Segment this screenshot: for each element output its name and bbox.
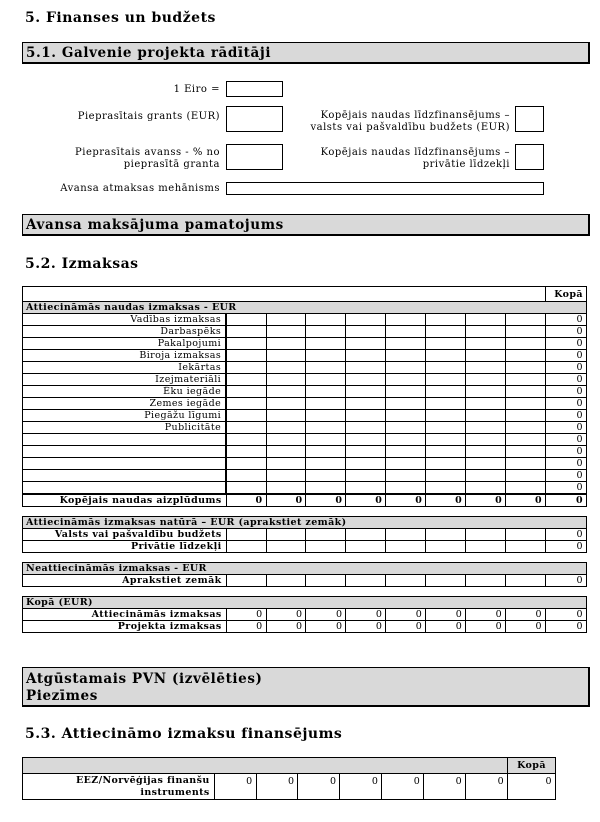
cost-cell[interactable] [506, 338, 546, 350]
cost-cell[interactable] [266, 529, 306, 541]
cost-cell[interactable] [466, 470, 506, 482]
row-total-cell: 0 [546, 326, 587, 338]
cash-header: Attiecināmās naudas izmaksas - EUR [23, 302, 587, 314]
cost-cell[interactable] [466, 410, 506, 422]
cofin-state-input[interactable] [515, 106, 544, 132]
row-total-cell: 0 [546, 386, 587, 398]
noneligible-row-label: Aprakstiet zemāk [23, 575, 227, 587]
noneligible-header: Neattiecināmās izmaksas - EUR [23, 563, 587, 575]
section-5-2-title: 5.2. Izmaksas [25, 256, 139, 272]
cost-cell[interactable] [226, 338, 266, 350]
cost-cell[interactable] [226, 434, 266, 446]
euro-rate-input[interactable] [226, 81, 283, 97]
spacer [23, 553, 587, 563]
cost-cell[interactable] [426, 446, 466, 458]
cost-cell[interactable] [226, 446, 266, 458]
cost-cell[interactable] [306, 410, 346, 422]
financing-table [22, 757, 556, 800]
sum-cell: 0 [506, 621, 546, 633]
cost-cell[interactable] [306, 398, 346, 410]
cost-cell[interactable] [466, 458, 506, 470]
row-total-cell: 0 [546, 458, 587, 470]
cofin-private-label: Kopējais naudas līdzfinansējums – privātie līdzekļi [320, 147, 510, 170]
cash-row [23, 374, 587, 386]
cost-cell[interactable] [266, 362, 306, 374]
cost-cell[interactable] [266, 422, 306, 434]
sum-cell: 0 [226, 609, 266, 621]
cost-cell[interactable] [466, 541, 506, 553]
sum-cell: 0 [306, 621, 346, 633]
cash-row [23, 314, 587, 326]
cost-cell[interactable] [226, 575, 266, 587]
cost-cell[interactable] [506, 458, 546, 470]
cost-cell[interactable] [346, 529, 386, 541]
financing-cell[interactable]: 0 [466, 774, 508, 800]
cost-cell[interactable] [346, 338, 386, 350]
sum-cell: 0 [426, 609, 466, 621]
spacer [23, 507, 587, 517]
cost-cell[interactable] [466, 386, 506, 398]
cost-cell[interactable] [266, 410, 306, 422]
sum-cell: 0 [466, 621, 506, 633]
cash-row-label: Darbaspēks [23, 326, 227, 338]
header-blank [23, 287, 546, 302]
grant-label: Pieprasītais grants (EUR) [77, 111, 220, 122]
inkind-row-label: Privātie līdzekļi [23, 541, 227, 553]
cost-cell[interactable] [506, 410, 546, 422]
cost-cell[interactable] [426, 422, 466, 434]
cost-cell[interactable] [306, 350, 346, 362]
sum-cell: 0 [546, 609, 587, 621]
cost-cell[interactable] [306, 541, 346, 553]
cost-cell[interactable] [226, 410, 266, 422]
cost-cell[interactable] [226, 422, 266, 434]
row-total-cell: 0 [546, 541, 587, 553]
cash-row-label [23, 434, 227, 446]
cost-cell[interactable] [306, 314, 346, 326]
row-total-cell: 0 [546, 338, 587, 350]
table-spacer [23, 553, 587, 563]
financing-total-cell: 0 [508, 774, 556, 800]
cost-cell[interactable] [226, 362, 266, 374]
sum-row [23, 609, 587, 621]
cost-cell[interactable] [306, 362, 346, 374]
cost-cell[interactable] [386, 362, 426, 374]
cost-cell[interactable] [506, 314, 546, 326]
cost-cell[interactable] [346, 422, 386, 434]
cost-cell[interactable] [306, 374, 346, 386]
cost-cell[interactable] [506, 482, 546, 495]
row-total-cell: 0 [546, 350, 587, 362]
cost-cell[interactable] [226, 482, 266, 495]
noneligible-row [23, 575, 587, 587]
inkind-row-label: Valsts vai pašvaldību budžets [23, 529, 227, 541]
cost-cell[interactable] [386, 541, 426, 553]
financing-cell[interactable]: 0 [214, 774, 256, 800]
sum-cell: 0 [426, 621, 466, 633]
cost-cell[interactable] [226, 314, 266, 326]
financing-header-row [23, 758, 556, 774]
cost-cell[interactable] [506, 529, 546, 541]
costs-header-row [23, 287, 587, 302]
cash-row [23, 482, 587, 495]
cost-cell[interactable] [466, 434, 506, 446]
cost-cell[interactable] [466, 529, 506, 541]
cost-cell[interactable] [426, 314, 466, 326]
section-5-3-title: 5.3. Attiecināmo izmaksu finansējums [25, 726, 343, 742]
cost-cell[interactable] [346, 386, 386, 398]
cost-cell[interactable] [346, 362, 386, 374]
cost-cell[interactable] [346, 458, 386, 470]
row-total-cell: 0 [546, 374, 587, 386]
cost-cell[interactable] [266, 446, 306, 458]
cost-cell[interactable] [426, 386, 466, 398]
sum-cell: 0 [266, 621, 306, 633]
cost-cell[interactable] [266, 470, 306, 482]
cost-cell[interactable] [266, 314, 306, 326]
financing-cell[interactable]: 0 [382, 774, 424, 800]
cost-cell[interactable] [266, 434, 306, 446]
advance-label: Pieprasītais avanss - % no pieprasītā granta [75, 147, 220, 170]
cost-cell[interactable] [426, 541, 466, 553]
cash-row [23, 458, 587, 470]
financing-cell[interactable]: 0 [298, 774, 340, 800]
cost-cell[interactable] [226, 529, 266, 541]
cost-cell[interactable] [266, 350, 306, 362]
cash-row [23, 410, 587, 422]
cost-cell[interactable] [506, 434, 546, 446]
cost-cell[interactable] [386, 314, 426, 326]
cost-cell[interactable] [426, 458, 466, 470]
noneligible-section-header [23, 563, 587, 575]
cash-row-label: Izejmateriāli [23, 374, 227, 386]
cash-row [23, 326, 587, 338]
costs-total-header: Kopā [546, 287, 587, 302]
cost-cell[interactable] [346, 434, 386, 446]
cost-cell[interactable] [386, 386, 426, 398]
cash-row [23, 398, 587, 410]
inkind-row [23, 541, 587, 553]
cost-cell[interactable] [506, 470, 546, 482]
vat-recovery-label[interactable]: Atgūstamais PVN (izvēlēties) [26, 671, 263, 687]
grant-input[interactable] [226, 106, 283, 132]
cost-cell[interactable] [346, 374, 386, 386]
cost-cell[interactable] [306, 575, 346, 587]
inkind-header: Attiecināmās izmaksas natūrā – EUR (aprakstiet zemāk) [23, 517, 587, 529]
row-total-cell: 0 [546, 470, 587, 482]
section-5-1-heading: 5.1. Galvenie projekta rādītāji [22, 42, 590, 64]
table-spacer [23, 587, 587, 597]
cash-total-row [23, 494, 587, 507]
cost-cell[interactable] [386, 350, 426, 362]
sum-header: Kopā (EUR) [23, 597, 587, 609]
cost-cell[interactable] [306, 326, 346, 338]
cash-total-cell: 0 [546, 494, 587, 507]
cost-cell[interactable] [346, 314, 386, 326]
cost-cell[interactable] [386, 398, 426, 410]
financing-total-header: Kopā [508, 758, 556, 774]
cost-cell[interactable] [306, 446, 346, 458]
cash-total-cell: 0 [226, 494, 266, 507]
cost-cell[interactable] [306, 434, 346, 446]
cash-row-label: Ēku iegāde [23, 386, 227, 398]
cost-cell[interactable] [226, 386, 266, 398]
cash-row [23, 470, 587, 482]
cost-cell[interactable] [506, 326, 546, 338]
advance-justification-heading: Avansa maksājuma pamatojums [22, 214, 590, 236]
cost-cell[interactable] [426, 410, 466, 422]
row-total-cell: 0 [546, 446, 587, 458]
cost-cell[interactable] [426, 326, 466, 338]
cash-row-label: Pakalpojumi [23, 338, 227, 350]
cost-cell[interactable] [386, 434, 426, 446]
notes-label: Piezīmes [26, 688, 98, 704]
cash-row [23, 386, 587, 398]
sum-cell: 0 [346, 621, 386, 633]
cost-cell[interactable] [386, 529, 426, 541]
repay-label: Avansa atmaksas mehānisms [60, 183, 220, 194]
cash-total-label: Kopējais naudas aizplūdums [23, 494, 227, 507]
cost-cell[interactable] [306, 482, 346, 495]
cost-cell[interactable] [266, 482, 306, 495]
cost-cell[interactable] [386, 374, 426, 386]
cost-cell[interactable] [426, 398, 466, 410]
cash-total-cell: 0 [426, 494, 466, 507]
row-total-cell: 0 [546, 362, 587, 374]
row-total-cell: 0 [546, 482, 587, 495]
row-total-cell: 0 [546, 398, 587, 410]
sum-section-header [23, 597, 587, 609]
cost-cell[interactable] [506, 374, 546, 386]
cost-cell[interactable] [226, 326, 266, 338]
cost-cell[interactable] [266, 458, 306, 470]
vat-notes-heading [22, 667, 590, 707]
sum-cell: 0 [386, 609, 426, 621]
cost-cell[interactable] [426, 338, 466, 350]
cost-cell[interactable] [346, 410, 386, 422]
cash-row [23, 446, 587, 458]
sum-cell: 0 [506, 609, 546, 621]
cost-cell[interactable] [266, 541, 306, 553]
cost-cell[interactable] [466, 398, 506, 410]
cash-total-cell: 0 [466, 494, 506, 507]
row-total-cell: 0 [546, 434, 587, 446]
financing-cell[interactable]: 0 [256, 774, 298, 800]
cash-row [23, 362, 587, 374]
cost-cell[interactable] [426, 529, 466, 541]
cost-cell[interactable] [426, 575, 466, 587]
cost-cell[interactable] [266, 374, 306, 386]
cash-row [23, 350, 587, 362]
sum-row-label: Attiecināmās izmaksas [23, 609, 227, 621]
cost-cell[interactable] [506, 541, 546, 553]
cash-row-label: Zemes iegāde [23, 398, 227, 410]
cost-cell[interactable] [346, 446, 386, 458]
cost-cell[interactable] [306, 529, 346, 541]
cash-row-label [23, 446, 227, 458]
cost-cell[interactable] [466, 326, 506, 338]
euro-label: 1 Eiro = [173, 84, 220, 95]
cash-row-label: Publicitāte [23, 422, 227, 434]
cash-total-cell: 0 [386, 494, 426, 507]
inkind-row [23, 529, 587, 541]
cost-cell[interactable] [226, 541, 266, 553]
cost-cell[interactable] [426, 434, 466, 446]
cost-cell[interactable] [266, 386, 306, 398]
section-title: 5. Finanses un budžets [25, 10, 216, 26]
spacer [23, 587, 587, 597]
cash-row-label: Piegāžu līgumi [23, 410, 227, 422]
cost-cell[interactable] [346, 482, 386, 495]
cost-cell[interactable] [466, 575, 506, 587]
cost-cell[interactable] [306, 422, 346, 434]
sum-row [23, 621, 587, 633]
sum-cell: 0 [546, 621, 587, 633]
cash-row-label [23, 458, 227, 470]
cost-cell[interactable] [266, 326, 306, 338]
cost-cell[interactable] [466, 422, 506, 434]
sum-cell: 0 [266, 609, 306, 621]
cost-cell[interactable] [226, 350, 266, 362]
cost-cell[interactable] [386, 470, 426, 482]
cost-cell[interactable] [266, 575, 306, 587]
cost-cell[interactable] [346, 470, 386, 482]
row-total-cell: 0 [546, 410, 587, 422]
cost-cell[interactable] [266, 338, 306, 350]
cost-cell[interactable] [386, 575, 426, 587]
cost-cell[interactable] [506, 422, 546, 434]
sum-row-label: Projekta izmaksas [23, 621, 227, 633]
sum-cell: 0 [226, 621, 266, 633]
row-total-cell: 0 [546, 529, 587, 541]
financing-cell[interactable]: 0 [424, 774, 466, 800]
cost-cell[interactable] [226, 374, 266, 386]
sum-cell: 0 [346, 609, 386, 621]
cost-cell[interactable] [226, 470, 266, 482]
financing-cell[interactable]: 0 [340, 774, 382, 800]
cost-cell[interactable] [346, 575, 386, 587]
cost-cell[interactable] [506, 362, 546, 374]
cost-cell[interactable] [266, 398, 306, 410]
cost-cell[interactable] [506, 386, 546, 398]
repay-mechanism-input[interactable] [226, 182, 544, 195]
cost-cell[interactable] [466, 374, 506, 386]
cost-cell[interactable] [306, 470, 346, 482]
cost-cell[interactable] [226, 398, 266, 410]
cost-cell[interactable] [346, 541, 386, 553]
cost-cell[interactable] [466, 446, 506, 458]
advance-input[interactable] [226, 144, 283, 170]
cost-cell[interactable] [306, 386, 346, 398]
cost-cell[interactable] [466, 338, 506, 350]
cost-cell[interactable] [306, 338, 346, 350]
cost-cell[interactable] [506, 575, 546, 587]
cash-row [23, 434, 587, 446]
cash-row-label [23, 482, 227, 495]
cash-section-header [23, 302, 587, 314]
cost-cell[interactable] [506, 398, 546, 410]
cash-total-cell: 0 [346, 494, 386, 507]
cash-row-label [23, 470, 227, 482]
cofin-private-input[interactable] [515, 144, 544, 170]
cost-cell[interactable] [426, 482, 466, 495]
cost-cell[interactable] [346, 398, 386, 410]
cash-row-label: Biroja izmaksas [23, 350, 227, 362]
row-total-cell: 0 [546, 575, 587, 587]
cost-cell[interactable] [386, 422, 426, 434]
cost-cell[interactable] [426, 362, 466, 374]
cash-total-cell: 0 [506, 494, 546, 507]
row-total-cell: 0 [546, 314, 587, 326]
cost-cell[interactable] [386, 446, 426, 458]
sum-cell: 0 [386, 621, 426, 633]
cost-cell[interactable] [466, 350, 506, 362]
cash-row [23, 422, 587, 434]
cost-cell[interactable] [466, 314, 506, 326]
cost-cell[interactable] [306, 458, 346, 470]
financing-row-label: EEZ/Norvēģijas finanšu instruments [23, 774, 215, 800]
cash-row [23, 338, 587, 350]
cost-cell[interactable] [386, 482, 426, 495]
cash-total-cell: 0 [266, 494, 306, 507]
cash-total-cell: 0 [306, 494, 346, 507]
cost-cell[interactable] [506, 350, 546, 362]
cost-cell[interactable] [386, 410, 426, 422]
cost-cell[interactable] [386, 326, 426, 338]
table-spacer [23, 507, 587, 517]
sum-cell: 0 [466, 609, 506, 621]
cost-cell[interactable] [426, 470, 466, 482]
cost-cell[interactable] [426, 350, 466, 362]
cost-cell[interactable] [386, 458, 426, 470]
cash-row-label: Vadības izmaksas [23, 314, 227, 326]
financing-row [23, 774, 556, 800]
cost-cell[interactable] [506, 446, 546, 458]
cost-cell[interactable] [226, 458, 266, 470]
cost-cell[interactable] [466, 482, 506, 495]
cofin-state-label: Kopējais naudas līdzfinansējums – valsts vai pašvaldību budžets (EUR) [310, 110, 510, 133]
row-total-cell: 0 [546, 422, 587, 434]
cost-cell[interactable] [346, 326, 386, 338]
cost-cell[interactable] [346, 350, 386, 362]
cash-row-label: Iekārtas [23, 362, 227, 374]
cost-cell[interactable] [466, 362, 506, 374]
sum-cell: 0 [306, 609, 346, 621]
cost-cell[interactable] [386, 338, 426, 350]
costs-table [22, 286, 587, 633]
inkind-section-header [23, 517, 587, 529]
cost-cell[interactable] [426, 374, 466, 386]
